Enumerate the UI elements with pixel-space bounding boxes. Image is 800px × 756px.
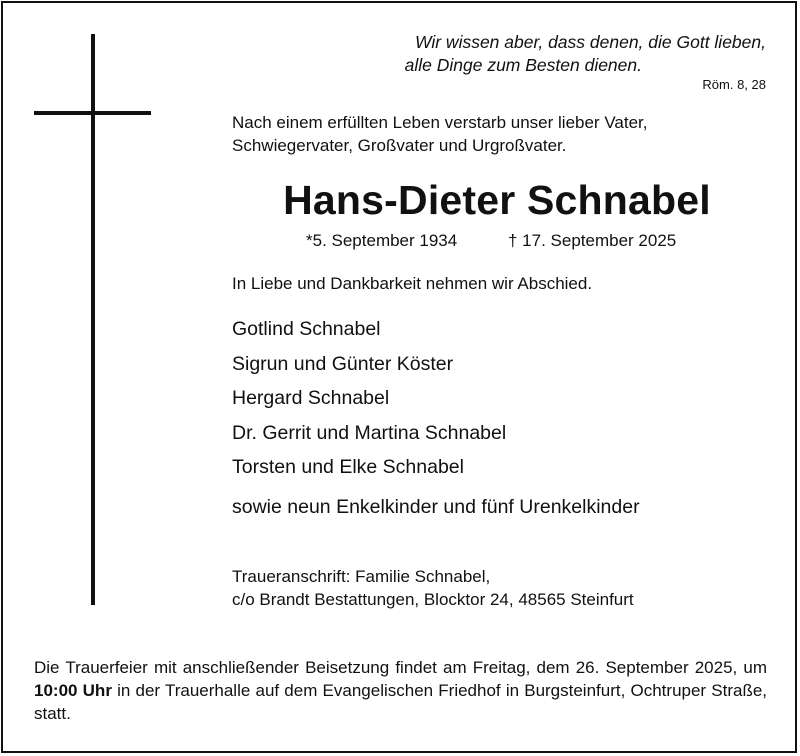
quote-line-1: Wir wissen aber, dass denen, die Gott lieben, bbox=[414, 32, 766, 52]
cross-vertical-bar bbox=[91, 34, 95, 605]
farewell-text: In Liebe und Dankbarkeit nehmen wir Abschied. bbox=[232, 274, 593, 293]
mourner-item: Gotlind Schnabel bbox=[232, 318, 381, 340]
quote-line-2: alle Dinge zum Besten dienen. bbox=[404, 55, 642, 75]
ceremony-text-part-2: in der Trauerhalle auf dem Evangelischen Friedhof in Burgsteinfurt, Ochtruper Straße, statt. bbox=[34, 681, 768, 723]
mourner-item: Hergard Schnabel bbox=[232, 387, 390, 409]
mourners-list bbox=[232, 312, 506, 485]
cross-horizontal-bar bbox=[34, 111, 151, 115]
mourning-address bbox=[232, 565, 634, 611]
address-line-2: c/o Brandt Bestattungen, Blocktor 24, 48565 Steinfurt bbox=[232, 590, 634, 609]
quote-reference: Röm. 8, 28 bbox=[702, 77, 766, 92]
mourner-item: Torsten und Elke Schnabel bbox=[232, 456, 464, 478]
intro-text bbox=[232, 111, 647, 157]
grandchildren-text: sowie neun Enkelkinder und fünf Urenkelkinder bbox=[232, 496, 640, 518]
mourner-item: Dr. Gerrit und Martina Schnabel bbox=[232, 421, 507, 444]
bible-quote bbox=[405, 31, 766, 77]
deceased-name: Hans-Dieter Schnabel bbox=[283, 177, 711, 223]
birth-date: *5. September 1934 bbox=[306, 231, 458, 250]
address-line-1: Traueranschrift: Familie Schnabel, bbox=[232, 567, 491, 586]
ceremony-time: 10:00 Uhr bbox=[34, 681, 112, 700]
intro-line-2: Schwiegervater, Großvater und Urgroßvater. bbox=[232, 136, 567, 155]
intro-line-1: Nach einem erfüllten Leben verstarb unser lieber Vater, bbox=[232, 113, 648, 132]
death-date: † 17. September 2025 bbox=[508, 231, 677, 250]
ceremony-text-part-1: Die Trauerfeier mit anschließender Beisetzung findet am Freitag, dem 26. September 2025, um bbox=[34, 658, 767, 677]
ceremony-info bbox=[34, 656, 767, 725]
mourner-item: Sigrun und Günter Köster bbox=[232, 352, 454, 375]
